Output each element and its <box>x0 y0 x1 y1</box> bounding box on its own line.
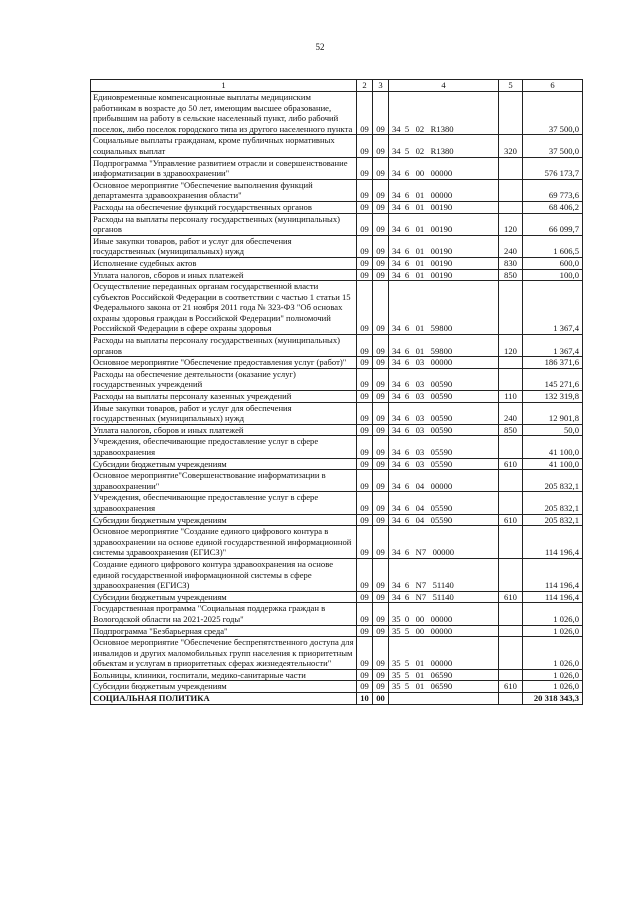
row-section: 09 <box>357 213 373 235</box>
table-row <box>91 526 583 559</box>
row-name: Расходы на выплаты персоналу казенных учреждений <box>91 391 357 403</box>
row-name: Основное мероприятие"Совершенствование информатизации в здравоохранении" <box>91 470 357 492</box>
row-name: Субсидии бюджетным учреждениям <box>91 591 357 603</box>
row-subsection: 09 <box>373 526 389 559</box>
table-row <box>91 157 583 179</box>
row-target-article: 34 6 03 00590 <box>389 391 499 403</box>
row-section: 10 <box>357 693 373 705</box>
row-expense-type: 610 <box>499 591 523 603</box>
row-name: Осуществление переданных органам государственной власти субъектов Российской Федерации в соответствии с частью 1 статьи 15 Федерального закона от 21 ноября 2011 года № 323-ФЗ "Об основах охраны здоровья граждан в Российской Федерации" полномочий Российской Федерации в сфере охраны здоровья <box>91 281 357 335</box>
row-section: 09 <box>357 526 373 559</box>
row-target-article: 35 0 00 00000 <box>389 603 499 625</box>
row-expense-type <box>499 625 523 637</box>
row-expense-type: 240 <box>499 402 523 424</box>
row-section: 09 <box>357 357 373 369</box>
row-section: 09 <box>357 591 373 603</box>
row-target-article: 34 6 N7 51140 <box>389 558 499 591</box>
row-subsection: 09 <box>373 92 389 135</box>
row-section: 09 <box>357 201 373 213</box>
row-expense-type: 240 <box>499 235 523 257</box>
row-expense-type <box>499 436 523 458</box>
row-target-article: 34 6 01 00190 <box>389 201 499 213</box>
row-expense-type: 610 <box>499 458 523 470</box>
row-target-article: 34 6 03 05590 <box>389 436 499 458</box>
row-target-article: 34 6 01 00190 <box>389 257 499 269</box>
row-expense-type: 110 <box>499 391 523 403</box>
row-target-article: 34 5 02 R1380 <box>389 135 499 157</box>
row-subsection: 09 <box>373 368 389 390</box>
row-expense-type <box>499 669 523 681</box>
row-target-article: 34 6 03 00590 <box>389 402 499 424</box>
table-row <box>91 402 583 424</box>
row-target-article: 34 6 01 00190 <box>389 269 499 281</box>
row-subsection: 09 <box>373 492 389 514</box>
table-row <box>91 201 583 213</box>
row-section: 09 <box>357 470 373 492</box>
row-subsection: 09 <box>373 357 389 369</box>
column-header-3: 3 <box>373 80 389 92</box>
row-amount: 186 371,6 <box>523 357 583 369</box>
table-row <box>91 357 583 369</box>
row-subsection: 09 <box>373 436 389 458</box>
table-row <box>91 281 583 335</box>
row-amount: 69 773,6 <box>523 179 583 201</box>
row-name: СОЦИАЛЬНАЯ ПОЛИТИКА <box>91 693 357 705</box>
table-row <box>91 625 583 637</box>
row-name: Субсидии бюджетным учреждениям <box>91 458 357 470</box>
table-row <box>91 213 583 235</box>
row-subsection: 09 <box>373 681 389 693</box>
row-name: Учреждения, обеспечивающие предоставление услуг в сфере здравоохранения <box>91 492 357 514</box>
row-subsection: 09 <box>373 558 389 591</box>
row-expense-type <box>499 179 523 201</box>
row-target-article: 34 6 00 00000 <box>389 157 499 179</box>
row-amount: 114 196,4 <box>523 591 583 603</box>
row-amount: 576 173,7 <box>523 157 583 179</box>
row-amount: 1 367,4 <box>523 335 583 357</box>
row-target-article: 35 5 01 06590 <box>389 669 499 681</box>
table-row <box>91 693 583 705</box>
row-expense-type: 610 <box>499 514 523 526</box>
table-row <box>91 470 583 492</box>
row-subsection: 09 <box>373 257 389 269</box>
row-subsection: 09 <box>373 179 389 201</box>
row-amount: 1 026,0 <box>523 681 583 693</box>
row-name: Основное мероприятие "Обеспечение беспрепятственного доступа для инвалидов и других маломобильных групп населения к приоритетным объектам и услугам в приоритетных сферах жизнедеятельности" <box>91 637 357 670</box>
row-target-article: 34 6 04 00000 <box>389 470 499 492</box>
table-row <box>91 424 583 436</box>
column-header-1: 1 <box>91 80 357 92</box>
row-section: 09 <box>357 92 373 135</box>
row-subsection: 09 <box>373 625 389 637</box>
table-row <box>91 637 583 670</box>
row-section: 09 <box>357 681 373 693</box>
row-name: Государственная программа "Социальная поддержка граждан в Вологодской области на 2021-2025 годы" <box>91 603 357 625</box>
row-amount: 37 500,0 <box>523 92 583 135</box>
row-subsection: 09 <box>373 637 389 670</box>
row-subsection: 09 <box>373 269 389 281</box>
table-row <box>91 681 583 693</box>
row-target-article: 35 5 00 00000 <box>389 625 499 637</box>
row-section: 09 <box>357 179 373 201</box>
row-section: 09 <box>357 368 373 390</box>
row-section: 09 <box>357 514 373 526</box>
table-row <box>91 591 583 603</box>
row-expense-type <box>499 470 523 492</box>
page-number: 52 <box>315 42 325 52</box>
row-section: 09 <box>357 669 373 681</box>
row-amount: 205 832,1 <box>523 492 583 514</box>
row-expense-type: 120 <box>499 213 523 235</box>
row-target-article: 34 6 N7 51140 <box>389 591 499 603</box>
row-expense-type: 850 <box>499 269 523 281</box>
row-target-article: 34 6 03 00000 <box>389 357 499 369</box>
row-amount: 1 367,4 <box>523 281 583 335</box>
table-row <box>91 514 583 526</box>
table-row <box>91 391 583 403</box>
row-subsection: 09 <box>373 157 389 179</box>
row-target-article: 34 6 03 00590 <box>389 368 499 390</box>
row-amount: 41 100,0 <box>523 458 583 470</box>
row-expense-type <box>499 558 523 591</box>
table-row <box>91 492 583 514</box>
row-name: Расходы на обеспечение деятельности (оказание услуг) государственных учреждений <box>91 368 357 390</box>
row-name: Субсидии бюджетным учреждениям <box>91 681 357 693</box>
row-expense-type <box>499 92 523 135</box>
row-subsection: 09 <box>373 603 389 625</box>
row-target-article: 35 5 01 00000 <box>389 637 499 670</box>
row-amount: 1 606,5 <box>523 235 583 257</box>
row-section: 09 <box>357 391 373 403</box>
row-section: 09 <box>357 281 373 335</box>
row-amount: 1 026,0 <box>523 603 583 625</box>
row-amount: 12 901,8 <box>523 402 583 424</box>
row-name: Основное мероприятие "Обеспечение выполнения функций департамента здравоохранения области" <box>91 179 357 201</box>
row-section: 09 <box>357 157 373 179</box>
row-expense-type <box>499 281 523 335</box>
row-section: 09 <box>357 235 373 257</box>
row-subsection: 09 <box>373 135 389 157</box>
row-target-article: 34 6 01 59800 <box>389 335 499 357</box>
column-header-4: 4 <box>389 80 499 92</box>
row-expense-type: 610 <box>499 681 523 693</box>
row-name: Исполнение судебных актов <box>91 257 357 269</box>
table-row <box>91 135 583 157</box>
table-row <box>91 669 583 681</box>
table-row <box>91 558 583 591</box>
row-section: 09 <box>357 135 373 157</box>
row-amount: 20 318 343,3 <box>523 693 583 705</box>
row-target-article: 34 6 03 00590 <box>389 424 499 436</box>
table-row <box>91 603 583 625</box>
row-amount: 145 271,6 <box>523 368 583 390</box>
row-expense-type <box>499 368 523 390</box>
row-expense-type <box>499 492 523 514</box>
row-subsection: 09 <box>373 470 389 492</box>
table-row <box>91 269 583 281</box>
row-name: Основное мероприятие "Обеспечение предоставления услуг (работ)" <box>91 357 357 369</box>
row-subsection: 09 <box>373 402 389 424</box>
row-target-article: 34 6 04 05590 <box>389 514 499 526</box>
row-target-article: 34 6 01 00000 <box>389 179 499 201</box>
column-header-5: 5 <box>499 80 523 92</box>
row-expense-type <box>499 526 523 559</box>
row-name: Создание единого цифрового контура здравоохранения на основе единой государственной информационной системы в сфере здравоохранения (ЕГИСЗ) <box>91 558 357 591</box>
budget-table-wrapper <box>90 79 583 705</box>
row-amount: 100,0 <box>523 269 583 281</box>
row-section: 09 <box>357 402 373 424</box>
row-subsection: 00 <box>373 693 389 705</box>
row-section: 09 <box>357 603 373 625</box>
row-amount: 41 100,0 <box>523 436 583 458</box>
row-name: Больницы, клиники, госпитали, медико-санитарные части <box>91 669 357 681</box>
row-section: 09 <box>357 492 373 514</box>
row-section: 09 <box>357 257 373 269</box>
row-amount: 114 196,4 <box>523 526 583 559</box>
row-expense-type: 120 <box>499 335 523 357</box>
row-name: Субсидии бюджетным учреждениям <box>91 514 357 526</box>
row-amount: 600,0 <box>523 257 583 269</box>
row-expense-type: 320 <box>499 135 523 157</box>
row-target-article: 34 6 01 00190 <box>389 213 499 235</box>
row-name: Уплата налогов, сборов и иных платежей <box>91 424 357 436</box>
row-name: Подпрограмма "Управление развитием отрасли и совершенствование информатизации в здравоохранении" <box>91 157 357 179</box>
row-amount: 114 196,4 <box>523 558 583 591</box>
table-row <box>91 458 583 470</box>
row-target-article: 34 6 N7 00000 <box>389 526 499 559</box>
row-subsection: 09 <box>373 213 389 235</box>
row-target-article: 34 6 03 05590 <box>389 458 499 470</box>
row-subsection: 09 <box>373 591 389 603</box>
table-row <box>91 92 583 135</box>
row-section: 09 <box>357 436 373 458</box>
row-amount: 205 832,1 <box>523 514 583 526</box>
row-subsection: 09 <box>373 335 389 357</box>
row-expense-type <box>499 157 523 179</box>
row-subsection: 09 <box>373 424 389 436</box>
row-amount: 50,0 <box>523 424 583 436</box>
row-name: Уплата налогов, сборов и иных платежей <box>91 269 357 281</box>
row-target-article: 34 6 01 59800 <box>389 281 499 335</box>
row-expense-type: 850 <box>499 424 523 436</box>
row-subsection: 09 <box>373 669 389 681</box>
row-amount: 66 099,7 <box>523 213 583 235</box>
table-row <box>91 235 583 257</box>
row-section: 09 <box>357 625 373 637</box>
row-amount: 132 319,8 <box>523 391 583 403</box>
table-header-row <box>91 80 583 92</box>
row-section: 09 <box>357 335 373 357</box>
row-name: Учреждения, обеспечивающие предоставление услуг в сфере здравоохранения <box>91 436 357 458</box>
row-amount: 205 832,1 <box>523 470 583 492</box>
row-expense-type <box>499 693 523 705</box>
row-expense-type <box>499 357 523 369</box>
row-section: 09 <box>357 269 373 281</box>
row-name: Социальные выплаты гражданам, кроме публичных нормативных социальных выплат <box>91 135 357 157</box>
row-amount: 1 026,0 <box>523 669 583 681</box>
row-subsection: 09 <box>373 201 389 213</box>
row-amount: 37 500,0 <box>523 135 583 157</box>
table-row <box>91 179 583 201</box>
row-subsection: 09 <box>373 235 389 257</box>
row-target-article <box>389 693 499 705</box>
row-section: 09 <box>357 458 373 470</box>
row-target-article: 35 5 01 06590 <box>389 681 499 693</box>
row-name: Иные закупки товаров, работ и услуг для обеспечения государственных (муниципальных) нужд <box>91 402 357 424</box>
row-expense-type <box>499 201 523 213</box>
table-row <box>91 368 583 390</box>
table-row <box>91 257 583 269</box>
row-name: Расходы на выплаты персоналу государственных (муниципальных) органов <box>91 335 357 357</box>
row-name: Единовременные компенсационные выплаты медицинским работникам в возрасте до 50 лет, имеющим высшее образование, прибывшим на работу в сельские населенный пункт, либо рабочий поселок, либо поселок городского типа из другого населенного пункта <box>91 92 357 135</box>
row-subsection: 09 <box>373 281 389 335</box>
row-subsection: 09 <box>373 458 389 470</box>
row-target-article: 34 5 02 R1380 <box>389 92 499 135</box>
row-section: 09 <box>357 424 373 436</box>
table-row <box>91 335 583 357</box>
table-row <box>91 436 583 458</box>
row-target-article: 34 6 04 05590 <box>389 492 499 514</box>
row-expense-type <box>499 637 523 670</box>
row-amount: 68 406,2 <box>523 201 583 213</box>
row-subsection: 09 <box>373 514 389 526</box>
row-name: Иные закупки товаров, работ и услуг для обеспечения государственных (муниципальных) нужд <box>91 235 357 257</box>
budget-table <box>90 79 583 705</box>
row-expense-type <box>499 603 523 625</box>
row-section: 09 <box>357 637 373 670</box>
row-expense-type: 830 <box>499 257 523 269</box>
row-amount: 1 026,0 <box>523 637 583 670</box>
row-amount: 1 026,0 <box>523 625 583 637</box>
row-name: Расходы на обеспечение функций государственных органов <box>91 201 357 213</box>
table-body <box>91 92 583 705</box>
row-name: Основное мероприятие "Создание единого цифрового контура в здравоохранении на основе единой государственной информационной системы здравоохранения (ЕГИСЗ)" <box>91 526 357 559</box>
row-section: 09 <box>357 558 373 591</box>
row-subsection: 09 <box>373 391 389 403</box>
column-header-2: 2 <box>357 80 373 92</box>
row-target-article: 34 6 01 00190 <box>389 235 499 257</box>
row-name: Подпрограмма "Безбарьерная среда" <box>91 625 357 637</box>
column-header-6: 6 <box>523 80 583 92</box>
row-name: Расходы на выплаты персоналу государственных (муниципальных) органов <box>91 213 357 235</box>
